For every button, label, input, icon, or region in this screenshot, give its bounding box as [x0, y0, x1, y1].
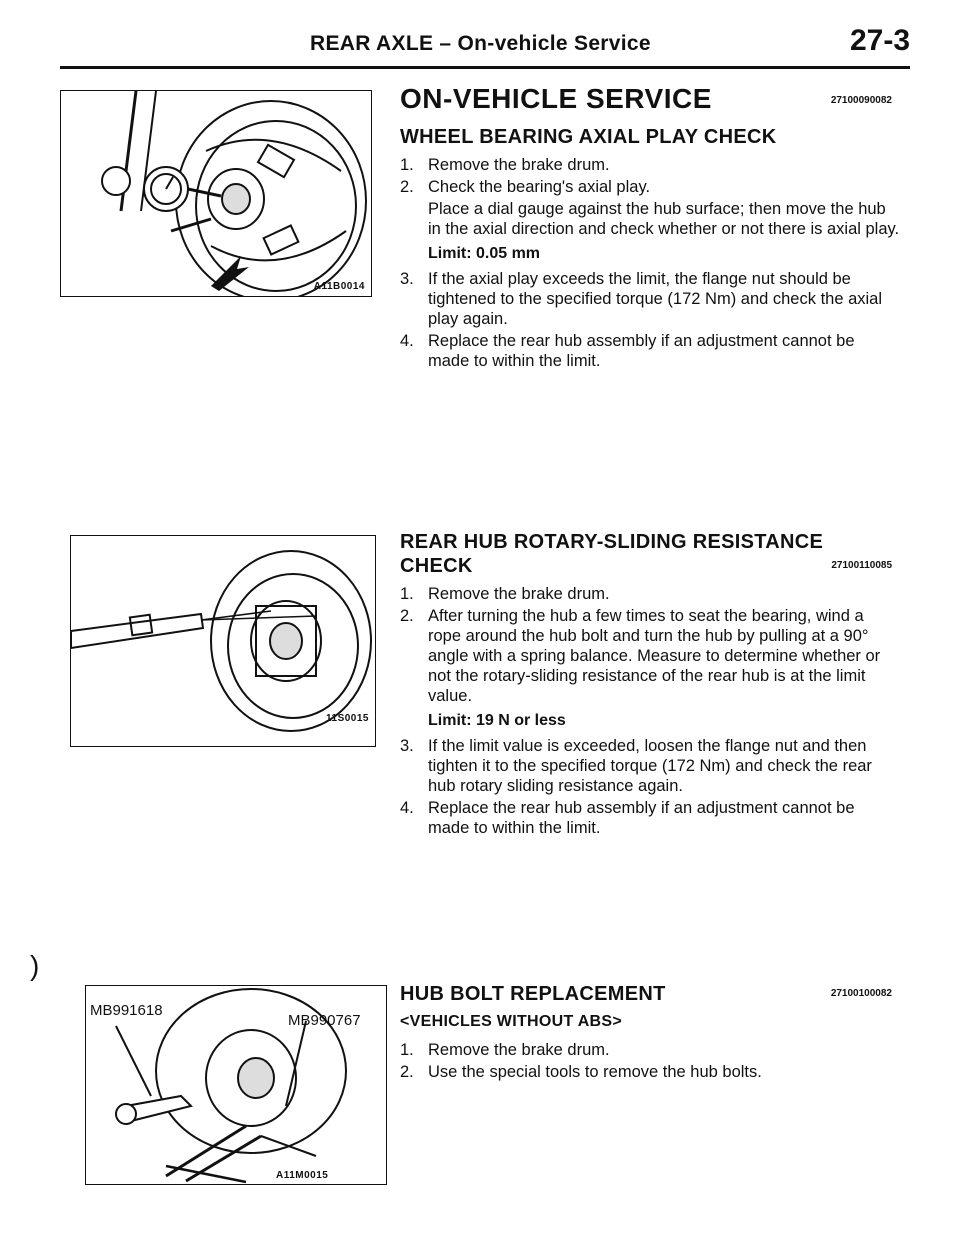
dial-gauge-hub-illustration	[61, 91, 371, 296]
list-item: 1. Remove the brake drum.	[400, 585, 610, 603]
figure-code: A11M0015	[276, 1170, 329, 1181]
header-rule	[60, 66, 910, 69]
figure-special-tools	[85, 985, 387, 1185]
list-item: 1. Remove the brake drum.	[400, 156, 610, 174]
section-title: HUB BOLT REPLACEMENT	[400, 983, 666, 1005]
section-subtitle: <VEHICLES WITHOUT ABS>	[400, 1013, 623, 1030]
section-rotary-sliding	[400, 530, 900, 840]
main-heading: ON-VEHICLE SERVICE	[400, 83, 712, 114]
section-hub-bolt	[400, 982, 900, 1084]
limit-value: Limit: 0.05 mm	[428, 245, 541, 262]
list-item: 4. Replace the rear hub assembly if an adjustment cannot be made to within the limit.	[400, 799, 855, 837]
tool-label-left: MB991618	[90, 1002, 163, 1019]
list-item: 2. Check the bearing's axial play.	[400, 178, 651, 196]
section-title-cont: CHECK	[400, 555, 473, 577]
list-item: 4. Replace the rear hub assembly if an adjustment cannot be made to within the limit.	[400, 332, 855, 370]
list-item: 2. Use the special tools to remove the hub bolts.	[400, 1063, 762, 1081]
tool-label-right: MB990767	[288, 1012, 361, 1029]
page-number: 27-3	[849, 24, 910, 57]
section-wheel-bearing	[400, 83, 900, 373]
list-item: 3. If the axial play exceeds the limit, the flange nut should be tightened to the specified torque (172 Nm) and check the axial play again.	[400, 270, 883, 328]
section-title: REAR HUB ROTARY-SLIDING RESISTANCE	[400, 531, 824, 553]
list-item: 1. Remove the brake drum.	[400, 1041, 610, 1059]
section-title: WHEEL BEARING AXIAL PLAY CHECK	[400, 126, 777, 148]
figure-spring-balance	[70, 535, 376, 747]
figure-code: 11S0015	[326, 713, 369, 724]
page-header	[60, 24, 910, 70]
figure-dial-gauge	[60, 90, 372, 297]
section-code: 27100110085	[831, 560, 892, 571]
list-item: 2. After turning the hub a few times to seat the bearing, wind a rope around the hub bolt and turn the hub by pulling at a 90° angle with a spring balance. Measure to determine whether or not the rotary-sliding resistance of the rear hub is at the limit value.	[400, 607, 881, 705]
header-section-title: REAR AXLE – On-vehicle Service	[310, 32, 651, 55]
section-code: 27100100082	[830, 988, 892, 999]
limit-value: Limit: 19 N or less	[428, 712, 566, 729]
main-heading-code: 27100090082	[830, 95, 892, 106]
list-item: 3. If the limit value is exceeded, loosen the flange nut and then tighten it to the specified torque (172 Nm) and check the rear hub rotary sliding resistance again.	[400, 737, 872, 795]
margin-mark: )	[30, 950, 40, 981]
step-detail: Place a dial gauge against the hub surface; then move the hub in the axial direction and check whether or not there is axial play.	[428, 200, 900, 238]
figure-code: A11B0014	[313, 281, 365, 292]
